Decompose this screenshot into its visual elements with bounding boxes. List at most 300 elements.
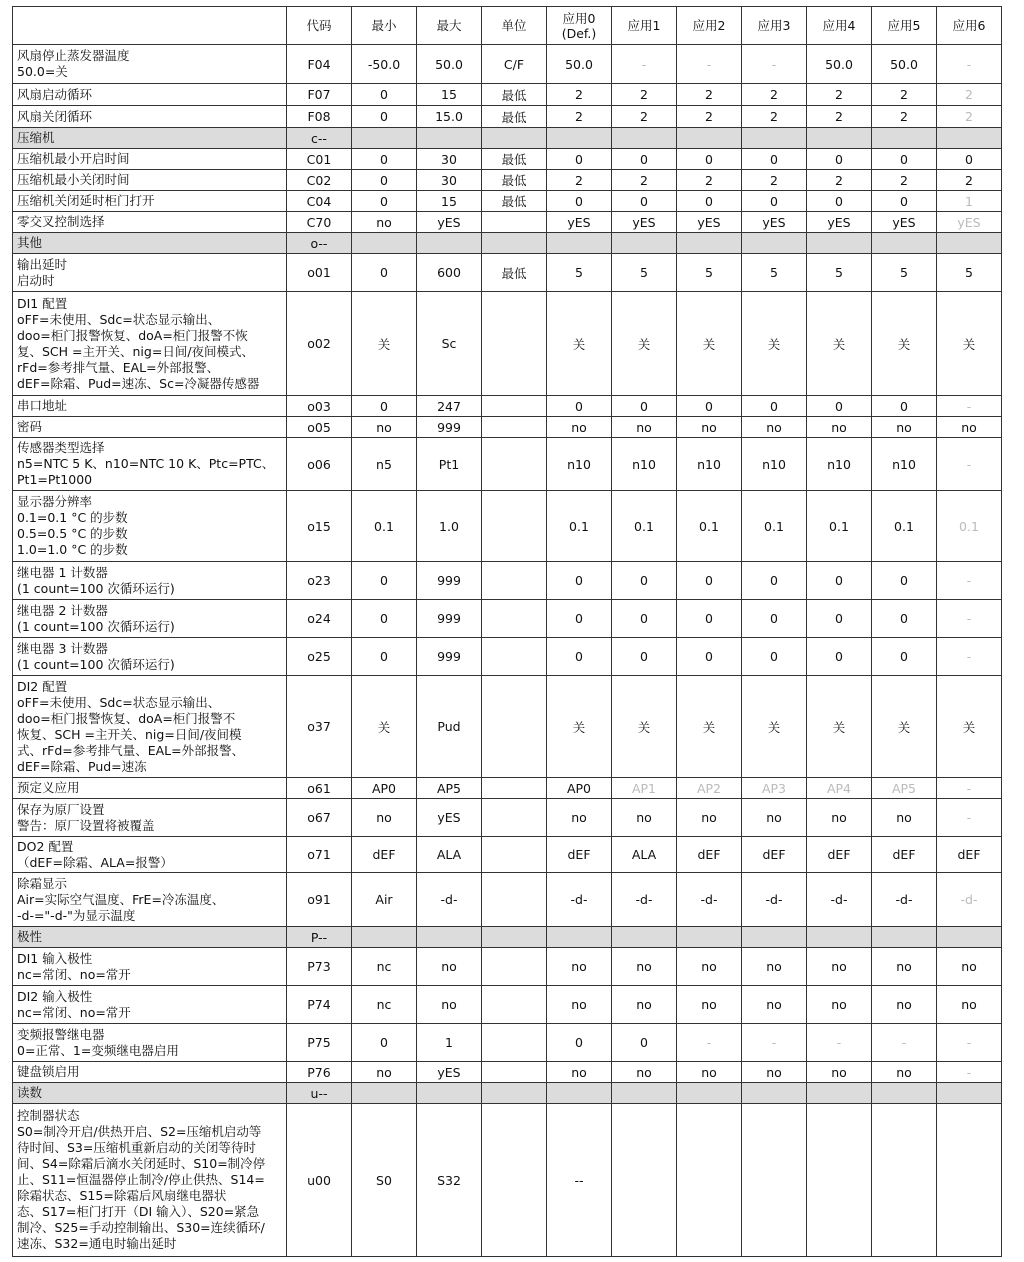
code-cell: o24: [287, 600, 352, 638]
parameter-name: 极性: [17, 929, 43, 944]
app4-cell: no: [807, 986, 872, 1024]
unit-cell: [482, 837, 547, 873]
max-cell: Pt1: [417, 438, 482, 491]
app3-cell: 关: [742, 676, 807, 778]
app0-cell: 0: [547, 396, 612, 417]
min-cell: n5: [352, 438, 417, 491]
app6-cell: yES: [937, 212, 1002, 233]
min-cell: [352, 1083, 417, 1104]
app6-cell: [937, 927, 1002, 948]
min-cell: -50.0: [352, 45, 417, 84]
parameter-name: DI2 配置: [17, 678, 68, 694]
app6-cell: 2: [937, 170, 1002, 191]
parameter-name: 键盘锁启用: [17, 1064, 80, 1079]
max-cell: 1.0: [417, 491, 482, 562]
app5-cell: no: [872, 799, 937, 837]
max-cell: 247: [417, 396, 482, 417]
app0-cell: [547, 233, 612, 254]
parameter-note-line: nc=常闭、no=常开: [17, 1004, 131, 1020]
unit-cell: [482, 491, 547, 562]
app3-cell: yES: [742, 212, 807, 233]
parameter-name: 传感器类型选择: [17, 440, 105, 455]
max-cell: ALA: [417, 837, 482, 873]
header-cell-app6: 应用6: [937, 7, 1002, 45]
section-row: [13, 1083, 1002, 1104]
parameter-note-line: (1 count=100 次循环运行): [17, 656, 175, 672]
app6-cell: 0: [937, 149, 1002, 170]
parameter-note-line: 0.5=0.5 °C 的步数: [17, 526, 128, 541]
max-cell: -d-: [417, 873, 482, 927]
code-cell: o15: [287, 491, 352, 562]
parameter-note-line: S0=制冷开启/供热开启、S2=压缩机启动等: [17, 1124, 262, 1139]
parameter-table-sheet: [12, 6, 1002, 1257]
code-cell: C01: [287, 149, 352, 170]
app1-cell: 0: [612, 1024, 677, 1062]
app2-cell: no: [677, 986, 742, 1024]
parameter-name: DI1 配置: [17, 295, 68, 311]
max-cell: Pud: [417, 676, 482, 778]
app1-cell: 0.1: [612, 491, 677, 562]
max-cell: 1: [417, 1024, 482, 1062]
description-cell: [13, 873, 287, 927]
max-cell: [417, 233, 482, 254]
app1-cell: no: [612, 417, 677, 438]
section-row: [13, 233, 1002, 254]
parameter-row: [13, 292, 1002, 396]
app4-cell: 50.0: [807, 45, 872, 84]
app1-cell: -d-: [612, 873, 677, 927]
code-cell: o91: [287, 873, 352, 927]
parameter-note-line: doo=柜门报警恢复、doA=柜门报警不恢: [17, 327, 248, 343]
parameter-name: DI2 输入极性: [17, 988, 93, 1004]
app6-cell: [937, 233, 1002, 254]
app0-cell: no: [547, 799, 612, 837]
unit-cell: [482, 986, 547, 1024]
app5-cell: yES: [872, 212, 937, 233]
parameter-name: 串口地址: [17, 398, 68, 413]
app3-cell: [742, 233, 807, 254]
unit-cell: 最低: [482, 254, 547, 292]
min-cell: dEF: [352, 837, 417, 873]
app2-cell: -d-: [677, 873, 742, 927]
parameter-note-line: Air=实际空气温度、FrE=冷冻温度、: [17, 891, 225, 907]
unit-cell: [482, 927, 547, 948]
description-cell: [13, 170, 287, 191]
table-header-row: [13, 7, 1002, 45]
parameter-note-line: dEF=除霜、Pud=速冻、Sc=冷凝器传感器: [17, 375, 260, 391]
unit-cell: 最低: [482, 106, 547, 128]
parameter-note-line: dEF=除霜、Pud=速冻: [17, 758, 147, 774]
app5-cell: [872, 233, 937, 254]
app6-cell: -: [937, 1062, 1002, 1083]
app2-cell: no: [677, 948, 742, 986]
app0-cell: 2: [547, 84, 612, 106]
app3-cell: no: [742, 948, 807, 986]
app3-cell: n10: [742, 438, 807, 491]
app1-cell: 0: [612, 562, 677, 600]
app2-cell: 0.1: [677, 491, 742, 562]
header-cell-app5: 应用5: [872, 7, 937, 45]
app2-cell: 0: [677, 638, 742, 676]
parameter-name: 除霜显示: [17, 875, 68, 891]
app5-cell: 关: [872, 676, 937, 778]
code-cell: P74: [287, 986, 352, 1024]
min-cell: S0: [352, 1104, 417, 1257]
parameter-row: [13, 676, 1002, 778]
app5-cell: no: [872, 417, 937, 438]
max-cell: [417, 927, 482, 948]
unit-cell: [482, 292, 547, 396]
app1-cell: 0: [612, 191, 677, 212]
unit-cell: [482, 396, 547, 417]
max-cell: yES: [417, 1062, 482, 1083]
app2-cell: -: [677, 45, 742, 84]
app3-cell: 0: [742, 191, 807, 212]
app6-cell: no: [937, 986, 1002, 1024]
app3-cell: [742, 1083, 807, 1104]
description-cell: [13, 1024, 287, 1062]
min-cell: no: [352, 799, 417, 837]
app0-cell: [547, 1083, 612, 1104]
app3-cell: AP3: [742, 778, 807, 799]
app6-cell: 2: [937, 84, 1002, 106]
app6-cell: dEF: [937, 837, 1002, 873]
app0-cell: --: [547, 1104, 612, 1257]
min-cell: 0: [352, 638, 417, 676]
unit-cell: [482, 212, 547, 233]
app4-cell: [807, 1083, 872, 1104]
app2-cell: 关: [677, 292, 742, 396]
parameter-name: 压缩机关闭延时柜门打开: [17, 193, 155, 208]
app6-cell: -: [937, 799, 1002, 837]
app3-cell: no: [742, 986, 807, 1024]
app3-cell: 0: [742, 149, 807, 170]
header-line: 应用0: [562, 10, 596, 26]
min-cell: 0.1: [352, 491, 417, 562]
code-cell: o25: [287, 638, 352, 676]
min-cell: 0: [352, 562, 417, 600]
app2-cell: 0: [677, 191, 742, 212]
app0-cell: 2: [547, 106, 612, 128]
app4-cell: 2: [807, 106, 872, 128]
app4-cell: 2: [807, 84, 872, 106]
app0-cell: 0: [547, 191, 612, 212]
app0-cell: 0: [547, 638, 612, 676]
parameter-row: [13, 212, 1002, 233]
app3-cell: no: [742, 799, 807, 837]
app0-cell: 0: [547, 600, 612, 638]
description-cell: [13, 1083, 287, 1104]
app5-cell: -: [872, 1024, 937, 1062]
app0-cell: no: [547, 1062, 612, 1083]
min-cell: 0: [352, 84, 417, 106]
app2-cell: [677, 233, 742, 254]
app4-cell: [807, 927, 872, 948]
app6-cell: -: [937, 562, 1002, 600]
app0-cell: 0: [547, 562, 612, 600]
code-cell: F08: [287, 106, 352, 128]
app1-cell: 关: [612, 292, 677, 396]
app5-cell: 0: [872, 638, 937, 676]
app0-cell: 0: [547, 149, 612, 170]
parameter-row: [13, 1062, 1002, 1083]
parameter-row: [13, 45, 1002, 84]
app3-cell: [742, 927, 807, 948]
unit-cell: [482, 873, 547, 927]
header-cell-min: 最小: [352, 7, 417, 45]
max-cell: 15: [417, 191, 482, 212]
code-cell: P76: [287, 1062, 352, 1083]
section-row: [13, 927, 1002, 948]
parameter-row: [13, 106, 1002, 128]
app1-cell: 0: [612, 149, 677, 170]
app1-cell: 0: [612, 600, 677, 638]
parameter-row: [13, 1024, 1002, 1062]
app0-cell: no: [547, 986, 612, 1024]
parameter-note-line: Pt1=Pt1000: [17, 472, 93, 487]
parameter-name: 继电器 2 计数器: [17, 602, 108, 618]
app2-cell: no: [677, 799, 742, 837]
app4-cell: no: [807, 799, 872, 837]
app2-cell: n10: [677, 438, 742, 491]
app6-cell: -: [937, 438, 1002, 491]
app1-cell: 0: [612, 638, 677, 676]
min-cell: 关: [352, 292, 417, 396]
app1-cell: [612, 128, 677, 149]
app3-cell: 5: [742, 254, 807, 292]
app2-cell: 2: [677, 84, 742, 106]
app6-cell: -: [937, 778, 1002, 799]
parameter-name: 风扇停止蒸发器温度: [17, 48, 130, 63]
app1-cell: 关: [612, 676, 677, 778]
description-cell: [13, 212, 287, 233]
parameter-row: [13, 438, 1002, 491]
description-cell: [13, 45, 287, 84]
description-cell: [13, 128, 287, 149]
app3-cell: no: [742, 417, 807, 438]
app3-cell: 关: [742, 292, 807, 396]
app2-cell: 2: [677, 106, 742, 128]
app6-cell: -: [937, 396, 1002, 417]
max-cell: 999: [417, 638, 482, 676]
description-cell: [13, 254, 287, 292]
max-cell: [417, 1083, 482, 1104]
app4-cell: AP4: [807, 778, 872, 799]
min-cell: [352, 128, 417, 149]
parameter-note-line: 待时间、S3=压缩机重新启动的关闭等待时: [17, 1140, 256, 1155]
parameter-row: [13, 417, 1002, 438]
parameter-note-line: 态、S17=柜门打开（DI 输入）、S20=紧急: [17, 1204, 260, 1219]
app5-cell: -d-: [872, 873, 937, 927]
description-cell: [13, 927, 287, 948]
unit-cell: [482, 438, 547, 491]
code-cell: c--: [287, 128, 352, 149]
app5-cell: 0.1: [872, 491, 937, 562]
description-cell: [13, 562, 287, 600]
app0-cell: no: [547, 417, 612, 438]
parameter-note-line: 1.0=1.0 °C 的步数: [17, 542, 128, 557]
app4-cell: 0: [807, 396, 872, 417]
description-cell: [13, 149, 287, 170]
unit-cell: [482, 799, 547, 837]
app3-cell: 0.1: [742, 491, 807, 562]
min-cell: 0: [352, 106, 417, 128]
code-cell: o05: [287, 417, 352, 438]
description-cell: [13, 986, 287, 1024]
app2-cell: yES: [677, 212, 742, 233]
app3-cell: [742, 128, 807, 149]
parameter-name: 风扇关闭循环: [17, 108, 93, 124]
app2-cell: 关: [677, 676, 742, 778]
description-cell: [13, 191, 287, 212]
code-cell: C04: [287, 191, 352, 212]
parameter-note-line: （dEF=除霜、ALA=报警）: [17, 854, 173, 870]
unit-cell: [482, 233, 547, 254]
app5-cell: [872, 128, 937, 149]
app6-cell: [937, 1083, 1002, 1104]
app1-cell: no: [612, 1062, 677, 1083]
min-cell: 0: [352, 600, 417, 638]
parameter-note-line: 除霜状态、S15=除霜后风扇继电器状: [17, 1188, 227, 1203]
app0-cell: n10: [547, 438, 612, 491]
max-cell: yES: [417, 799, 482, 837]
code-cell: F04: [287, 45, 352, 84]
parameter-name: 控制器状态: [17, 1108, 80, 1123]
app4-cell: [807, 1104, 872, 1257]
description-cell: [13, 438, 287, 491]
app1-cell: n10: [612, 438, 677, 491]
min-cell: 0: [352, 396, 417, 417]
app4-cell: 0: [807, 638, 872, 676]
description-cell: [13, 638, 287, 676]
app2-cell: [677, 927, 742, 948]
code-cell: C70: [287, 212, 352, 233]
parameter-name: 密码: [17, 419, 43, 434]
code-cell: o37: [287, 676, 352, 778]
unit-cell: C/F: [482, 45, 547, 84]
app0-cell: no: [547, 948, 612, 986]
app5-cell: 2: [872, 106, 937, 128]
parameter-note-line: doo=柜门报警恢复、doA=柜门报警不: [17, 710, 236, 726]
parameter-note-line: oFF=未使用、Sdc=状态显示输出、: [17, 694, 221, 710]
unit-cell: 最低: [482, 84, 547, 106]
parameter-note-line: rFd=参考排气量、EAL=外部报警、: [17, 359, 220, 375]
app5-cell: 0: [872, 562, 937, 600]
description-cell: [13, 491, 287, 562]
app4-cell: [807, 233, 872, 254]
app4-cell: 0: [807, 600, 872, 638]
app1-cell: [612, 1083, 677, 1104]
parameter-note-line: 止、S11=恒温器停止制冷/停止供热、S14=: [17, 1172, 265, 1187]
max-cell: Sc: [417, 292, 482, 396]
app0-cell: 5: [547, 254, 612, 292]
app3-cell: 2: [742, 106, 807, 128]
app0-cell: yES: [547, 212, 612, 233]
app3-cell: -: [742, 1024, 807, 1062]
app5-cell: [872, 927, 937, 948]
app1-cell: 5: [612, 254, 677, 292]
app6-cell: -d-: [937, 873, 1002, 927]
max-cell: 999: [417, 562, 482, 600]
app6-cell: [937, 1104, 1002, 1257]
parameter-name: 输出延时: [17, 256, 68, 272]
parameter-note-line: 速冻、S32=通电时输出延时: [17, 1236, 177, 1251]
min-cell: 0: [352, 1024, 417, 1062]
app3-cell: -: [742, 45, 807, 84]
app6-cell: 5: [937, 254, 1002, 292]
description-cell: [13, 676, 287, 778]
parameter-row: [13, 254, 1002, 292]
app2-cell: -: [677, 1024, 742, 1062]
parameter-row: [13, 837, 1002, 873]
app1-cell: 2: [612, 170, 677, 191]
app4-cell: 0.1: [807, 491, 872, 562]
parameter-name: 压缩机最小关闭时间: [17, 172, 130, 187]
code-cell: o61: [287, 778, 352, 799]
description-cell: [13, 837, 287, 873]
code-cell: P75: [287, 1024, 352, 1062]
app3-cell: 0: [742, 600, 807, 638]
unit-cell: [482, 1062, 547, 1083]
code-cell: o23: [287, 562, 352, 600]
code-cell: o06: [287, 438, 352, 491]
app4-cell: 2: [807, 170, 872, 191]
parameter-name: 继电器 3 计数器: [17, 640, 108, 656]
parameter-note-line: (1 count=100 次循环运行): [17, 618, 175, 634]
parameter-row: [13, 778, 1002, 799]
parameter-note-line: (1 count=100 次循环运行): [17, 580, 175, 596]
app4-cell: -d-: [807, 873, 872, 927]
max-cell: yES: [417, 212, 482, 233]
app0-cell: 2: [547, 170, 612, 191]
code-cell: o--: [287, 233, 352, 254]
min-cell: AP0: [352, 778, 417, 799]
min-cell: no: [352, 417, 417, 438]
unit-cell: [482, 417, 547, 438]
code-cell: C02: [287, 170, 352, 191]
app4-cell: 5: [807, 254, 872, 292]
code-cell: F07: [287, 84, 352, 106]
app5-cell: no: [872, 986, 937, 1024]
code-cell: P73: [287, 948, 352, 986]
app3-cell: 0: [742, 396, 807, 417]
header-line: (Def.): [561, 25, 597, 41]
app5-cell: no: [872, 1062, 937, 1083]
unit-cell: [482, 948, 547, 986]
app0-cell: 0: [547, 1024, 612, 1062]
unit-cell: [482, 600, 547, 638]
parameter-note-line: 警告：原厂设置将被覆盖: [17, 817, 155, 833]
max-cell: no: [417, 948, 482, 986]
app4-cell: 0: [807, 562, 872, 600]
description-cell: [13, 799, 287, 837]
description-cell: [13, 233, 287, 254]
app6-cell: 关: [937, 676, 1002, 778]
min-cell: 关: [352, 676, 417, 778]
app0-cell: [547, 927, 612, 948]
parameter-note-line: 启动时: [17, 272, 55, 288]
max-cell: [417, 128, 482, 149]
min-cell: no: [352, 212, 417, 233]
app6-cell: 0.1: [937, 491, 1002, 562]
app1-cell: yES: [612, 212, 677, 233]
app2-cell: [677, 1104, 742, 1257]
parameter-name: 预定义应用: [17, 780, 80, 795]
unit-cell: [482, 1104, 547, 1257]
parameter-name: 变频报警继电器: [17, 1026, 105, 1042]
parameter-name: 保存为原厂设置: [17, 801, 105, 817]
unit-cell: [482, 562, 547, 600]
